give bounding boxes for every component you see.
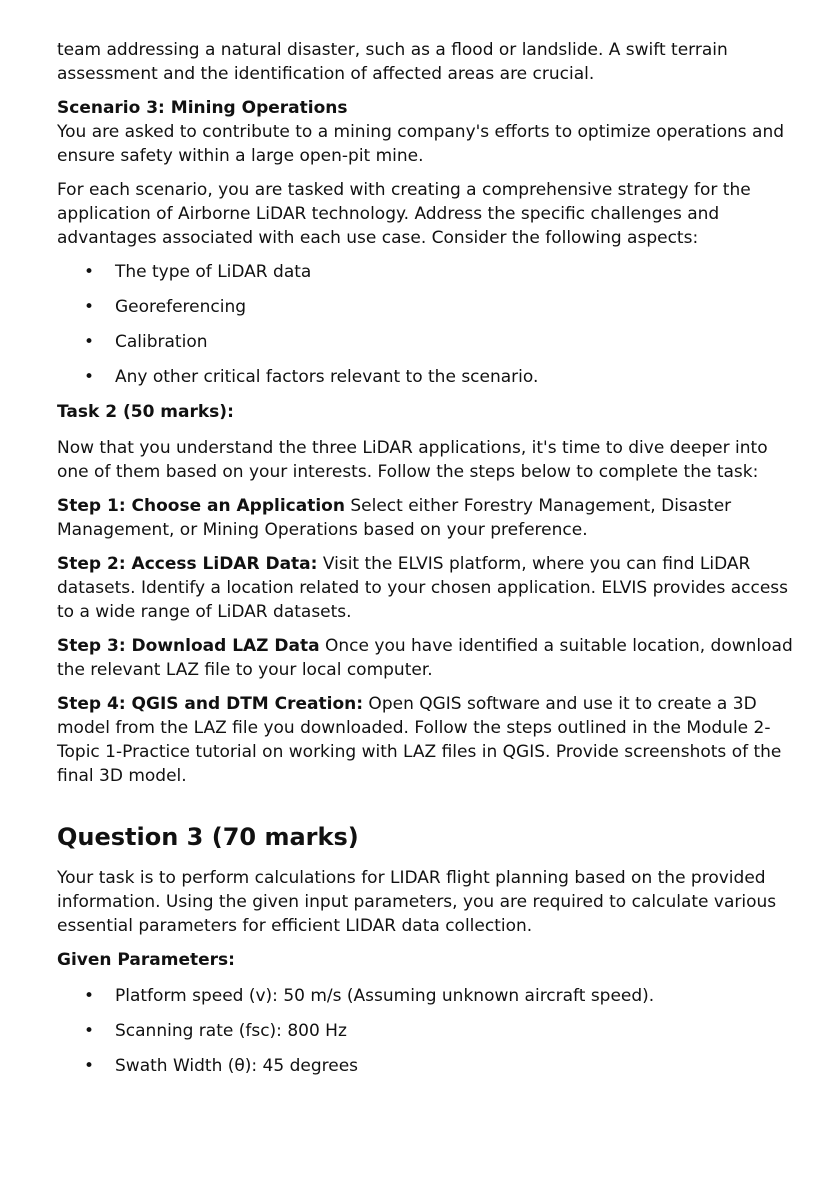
step-1-text: Select either Forestry Management, Disaster Management, or Mining Operations based on your preference.: [57, 496, 732, 540]
step-4-label: Step 4: QGIS and DTM Creation:: [57, 694, 364, 714]
aspects-list: [57, 260, 797, 389]
intro-continuation: team addressing a natural disaster, such as a flood or landslide. A swift terrain assessment and the identification of affected areas are crucial.: [57, 40, 728, 84]
bullet-icon: •: [84, 332, 95, 352]
step-3-text: Once you have identified a suitable location, download the relevant LAZ file to your local computer.: [57, 636, 793, 680]
step-3-label: Step 3: Download LAZ Data: [57, 636, 320, 656]
list-item: • Georeferencing: [84, 297, 247, 317]
list-item: • The type of LiDAR data: [84, 262, 312, 282]
given-parameters-title: Given Parameters:: [57, 950, 235, 970]
bullet-icon: •: [84, 297, 95, 317]
task-2-title: Task 2 (50 marks):: [57, 402, 234, 422]
list-item: • Scanning rate (fsc): 800 Hz: [84, 1021, 347, 1041]
step-2-text: Visit the ELVIS platform, where you can find LiDAR datasets. Identify a location related to your chosen application. ELVIS provides access to a wide range of LiDAR datasets.: [57, 554, 788, 622]
step-1: [57, 494, 797, 542]
bullet-icon: •: [84, 367, 95, 387]
list-item: • Calibration: [84, 332, 208, 352]
scenario-instructions: For each scenario, you are tasked with creating a comprehensive strategy for the application of Airborne LiDAR technology. Address the specific challenges and advantages associated with each use case. Consider the following aspects:: [57, 180, 751, 248]
document-page: [57, 38, 797, 1089]
parameters-list: [57, 984, 797, 1078]
question-3-intro: Your task is to perform calculations for LIDAR flight planning based on the provided information. Using the given input parameters, you are required to calculate various essential parameters for efficient LIDAR data collection.: [57, 868, 777, 936]
step-1-label: Step 1: Choose an Application: [57, 496, 345, 516]
list-item: • Swath Width (θ): 45 degrees: [84, 1056, 359, 1076]
step-2: [57, 552, 797, 624]
bullet-icon: •: [84, 986, 95, 1006]
step-4-text: Open QGIS software and use it to create a 3D model from the LAZ file you downloaded. Follow the steps outlined in the Module 2-Topic 1-Practice tutorial on working with LAZ files in QGIS. Provide screenshots of the final 3D model.: [57, 694, 782, 786]
step-3: [57, 634, 797, 682]
list-item: • Any other critical factors relevant to the scenario.: [84, 367, 539, 387]
step-4: [57, 692, 797, 788]
bullet-icon: •: [84, 262, 95, 282]
scenario-3-title: Scenario 3: Mining Operations: [57, 98, 348, 118]
bullet-icon: •: [84, 1021, 95, 1041]
list-item: • Platform speed (v): 50 m/s (Assuming unknown aircraft speed).: [84, 986, 655, 1006]
task-2-intro: Now that you understand the three LiDAR applications, it's time to dive deeper into one of them based on your interests. Follow the steps below to complete the task:: [57, 438, 768, 482]
bullet-icon: •: [84, 1056, 95, 1076]
question-3-title: Question 3 (70 marks): [57, 823, 359, 851]
step-2-label: Step 2: Access LiDAR Data:: [57, 554, 318, 574]
scenario-3-body: You are asked to contribute to a mining company's efforts to optimize operations and ensure safety within a large open-pit mine.: [57, 122, 785, 166]
